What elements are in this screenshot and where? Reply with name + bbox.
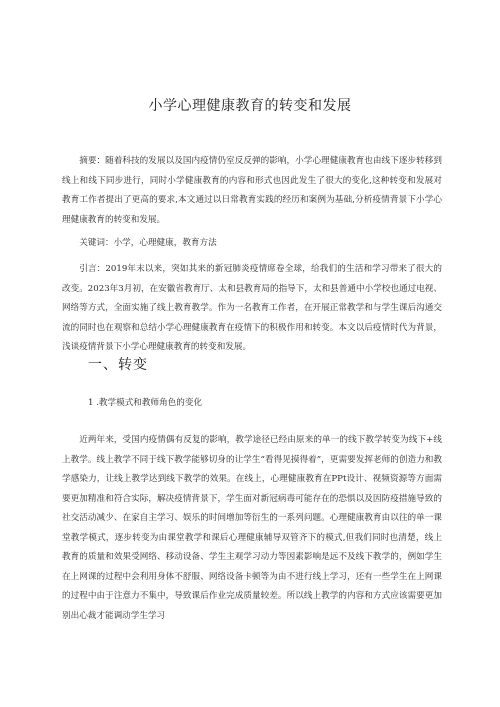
document-title: 小学心理健康教育的转变和发展 (148, 98, 352, 114)
introduction-paragraph: 引言：2019年末以来，突如其来的新冠肺炎疫情席卷全球，给我们的生活和学习带来了很大的改变。2023年3月初，在安徽省教育厅、太和县教育局的指导下，太和县普通中小学校也通过电视、网络等方式，全面实施了线上教育教学。作为一名教育工作者，在开展正常教学和与学生课后沟通交流的同时也在观察和总结小学心理健康教育在疫情下的积极作用和转变。本文以后疫情时代为背景，浅谈疫情背景下小学心理健康教育的转变和发展。 (62, 264, 442, 352)
body-paragraph: 近两年来，受国内疫情偶有反复的影响，教学途径已经由原来的单一的线下教学转变为线下+线上教学。线上教学不同于线下教学能够切身的让学生“看得见摸得着”，更需要发挥老师的创造力和教学感染力，让线上教学达到线下教学的效果。在线上，心理健康教育在PPt设计、视频资源等方面需要更加精准和符合实际，解决疫情背景下，学生面对新冠病毒可能存在的恐惧以及因防疫措施导致的社交活动减少、在家自主学习、娱乐的时间增加等衍生的一系列问题。心理健康教育由以往的单一课堂教学模式，逐步转变为由课堂教学和课后心理健康辅导双管齐下的模式,但我们同时也清楚，线上教育的质量和效果受网络、移动设备、学生主观学习动力等因素影响是远不及线下教学的，例如学生在上网课的过程中会利用身体不舒服、网络设备卡顿等为由不进行线上学习，还有一些学生在上网课的过程中由于注意力不集中，导致课后作业完成质量较差。所以线上教学的内容和方式应该需要更加别出心裁才能调动学生学习 (62, 435, 442, 621)
keywords-line: 关键词：小学，心理健康，教育方法 (79, 238, 217, 248)
subsection-heading: 1 .教学模式和教师角色的变化 (88, 398, 203, 408)
section-heading: 一、转变 (88, 357, 148, 373)
abstract-paragraph: 摘要：随着科技的发展以及国内疫情仍室反反弹的影响，小学心理健康教育也由线下逐步转移到线上和线下同步进行，同时小学健康教育的内容和形式也因此发生了很大的变化,这种转变和发展对教育工作者提出了更高的要求,本文通过以日常教育实践的经历和案例为基础,分析疫情背景下小学心理健康教育的转变和发展。 (62, 156, 442, 225)
